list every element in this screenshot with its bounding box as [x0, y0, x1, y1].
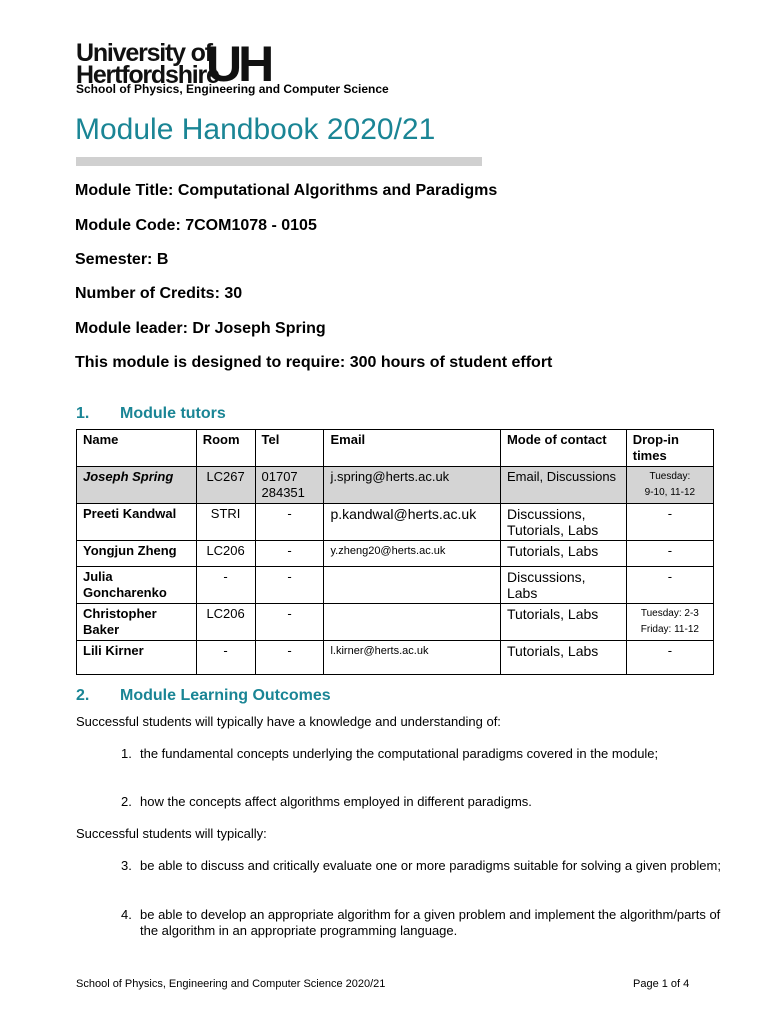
tutor-tel: - — [255, 604, 324, 641]
outcome-text: be able to discuss and critically evaluate one or more paradigms suitable for solving a given problem; — [140, 858, 721, 873]
tutor-contact-mode: Discussions, Labs — [500, 567, 626, 604]
dropin-line: Friday: 11-12 — [640, 624, 699, 635]
tutor-contact-mode: Tutorials, Labs — [500, 541, 626, 567]
outcome-item — [121, 794, 721, 810]
table-row — [77, 504, 714, 541]
table-row — [77, 541, 714, 567]
tutor-email: y.zheng20@herts.ac.uk — [324, 541, 500, 567]
tutor-tel: - — [255, 541, 324, 567]
tutor-email: j.spring@herts.ac.uk — [324, 467, 500, 504]
tutor-dropin: - — [626, 504, 713, 541]
module-leader: Module leader: Dr Joseph Spring — [75, 320, 326, 337]
tutor-room: STRI — [196, 504, 255, 541]
tutor-contact-mode: Discussions, Tutorials, Labs — [500, 504, 626, 541]
tutor-tel: - — [255, 567, 324, 604]
table-header-row — [77, 430, 714, 467]
tutor-tel: 01707 284351 — [255, 467, 324, 504]
tutor-contact-mode: Email, Discussions — [500, 467, 626, 504]
tutor-room: LC206 — [196, 541, 255, 567]
module-title: Module Title: Computational Algorithms and Paradigms — [75, 182, 498, 199]
tutor-dropin — [626, 467, 713, 504]
outcome-number: 1. — [121, 746, 132, 761]
table-row — [77, 604, 714, 641]
university-logo-text — [76, 39, 219, 89]
tutor-email: p.kandwal@herts.ac.uk — [324, 504, 500, 541]
outcome-item — [121, 746, 721, 762]
dropin-line: Tuesday: — [649, 471, 691, 482]
outcomes-intro-knowledge: Successful students will typically have a knowledge and understanding of: — [76, 714, 501, 729]
credits: Number of Credits: 30 — [75, 285, 243, 302]
footer-school: School of Physics, Engineering and Computer Science 2020/21 — [76, 978, 386, 990]
table-row — [77, 467, 714, 504]
table-row — [77, 641, 714, 675]
outcomes-intro-skills: Successful students will typically: — [76, 826, 267, 841]
module-code: Module Code: 7COM1078 - 0105 — [75, 217, 317, 234]
outcome-text: how the concepts affect algorithms employed in different paradigms. — [140, 794, 532, 809]
uh-logo-mark: UH — [206, 36, 271, 92]
section-heading-tutors — [76, 405, 226, 423]
page-title: Module Handbook 2020/21 — [75, 113, 436, 146]
tutor-room: LC206 — [196, 604, 255, 641]
section-heading-outcomes — [76, 687, 331, 705]
tutor-dropin: - — [626, 567, 713, 604]
outcome-number: 4. — [121, 907, 132, 922]
tutors-table — [76, 429, 714, 675]
outcome-item — [121, 858, 721, 874]
section-number: 1. — [76, 405, 90, 422]
tutor-email — [324, 567, 500, 604]
logo-line-1: University of — [76, 39, 212, 67]
school-name: School of Physics, Engineering and Computer Science — [76, 82, 389, 96]
tutor-name: Lili Kirner — [77, 641, 197, 675]
tutor-tel: - — [255, 641, 324, 675]
logo-line-2: Hertfordshire — [76, 61, 219, 89]
tutor-dropin: - — [626, 641, 713, 675]
tutor-contact-mode: Tutorials, Labs — [500, 604, 626, 641]
outcome-text: the fundamental concepts underlying the computational paradigms covered in the module; — [140, 746, 659, 761]
student-effort: This module is designed to require: 300 hours of student effort — [75, 354, 553, 371]
table-row — [77, 567, 714, 604]
dropin-line: Tuesday: 2-3 — [640, 608, 699, 619]
semester: Semester: B — [75, 251, 169, 268]
tutor-name: Christopher Baker — [77, 604, 197, 641]
tutor-name: Yongjun Zheng — [77, 541, 197, 567]
section-number: 2. — [76, 687, 90, 704]
section-title: Module tutors — [120, 405, 226, 422]
column-header: Tel — [255, 430, 324, 467]
column-header: Room — [196, 430, 255, 467]
outcome-text: be able to develop an appropriate algorithm for a given problem and implement the algorithm/parts of the algorithm in an appropriate programming language. — [140, 907, 721, 938]
tutor-name: Julia Goncharenko — [77, 567, 197, 604]
tutor-email: l.kirner@herts.ac.uk — [324, 641, 500, 675]
page-number: Page 1 of 4 — [633, 978, 690, 990]
tutor-name: Joseph Spring — [77, 467, 197, 504]
title-divider — [76, 157, 482, 166]
column-header: Mode of contact — [500, 430, 626, 467]
section-title: Module Learning Outcomes — [120, 687, 331, 704]
column-header: Email — [324, 430, 500, 467]
tutor-name: Preeti Kandwal — [77, 504, 197, 541]
tutor-dropin — [626, 604, 713, 641]
tutor-tel: - — [255, 504, 324, 541]
tutor-contact-mode: Tutorials, Labs — [500, 641, 626, 675]
column-header: Name — [77, 430, 197, 467]
tutor-email — [324, 604, 500, 641]
tutor-room: LC267 — [196, 467, 255, 504]
outcome-number: 3. — [121, 858, 132, 873]
column-header: Drop-in times — [626, 430, 713, 467]
outcome-number: 2. — [121, 794, 132, 809]
tutor-room: - — [196, 567, 255, 604]
dropin-line: 9-10, 11-12 — [644, 487, 696, 498]
tutor-room: - — [196, 641, 255, 675]
outcome-item — [121, 907, 721, 939]
tutor-dropin: - — [626, 541, 713, 567]
